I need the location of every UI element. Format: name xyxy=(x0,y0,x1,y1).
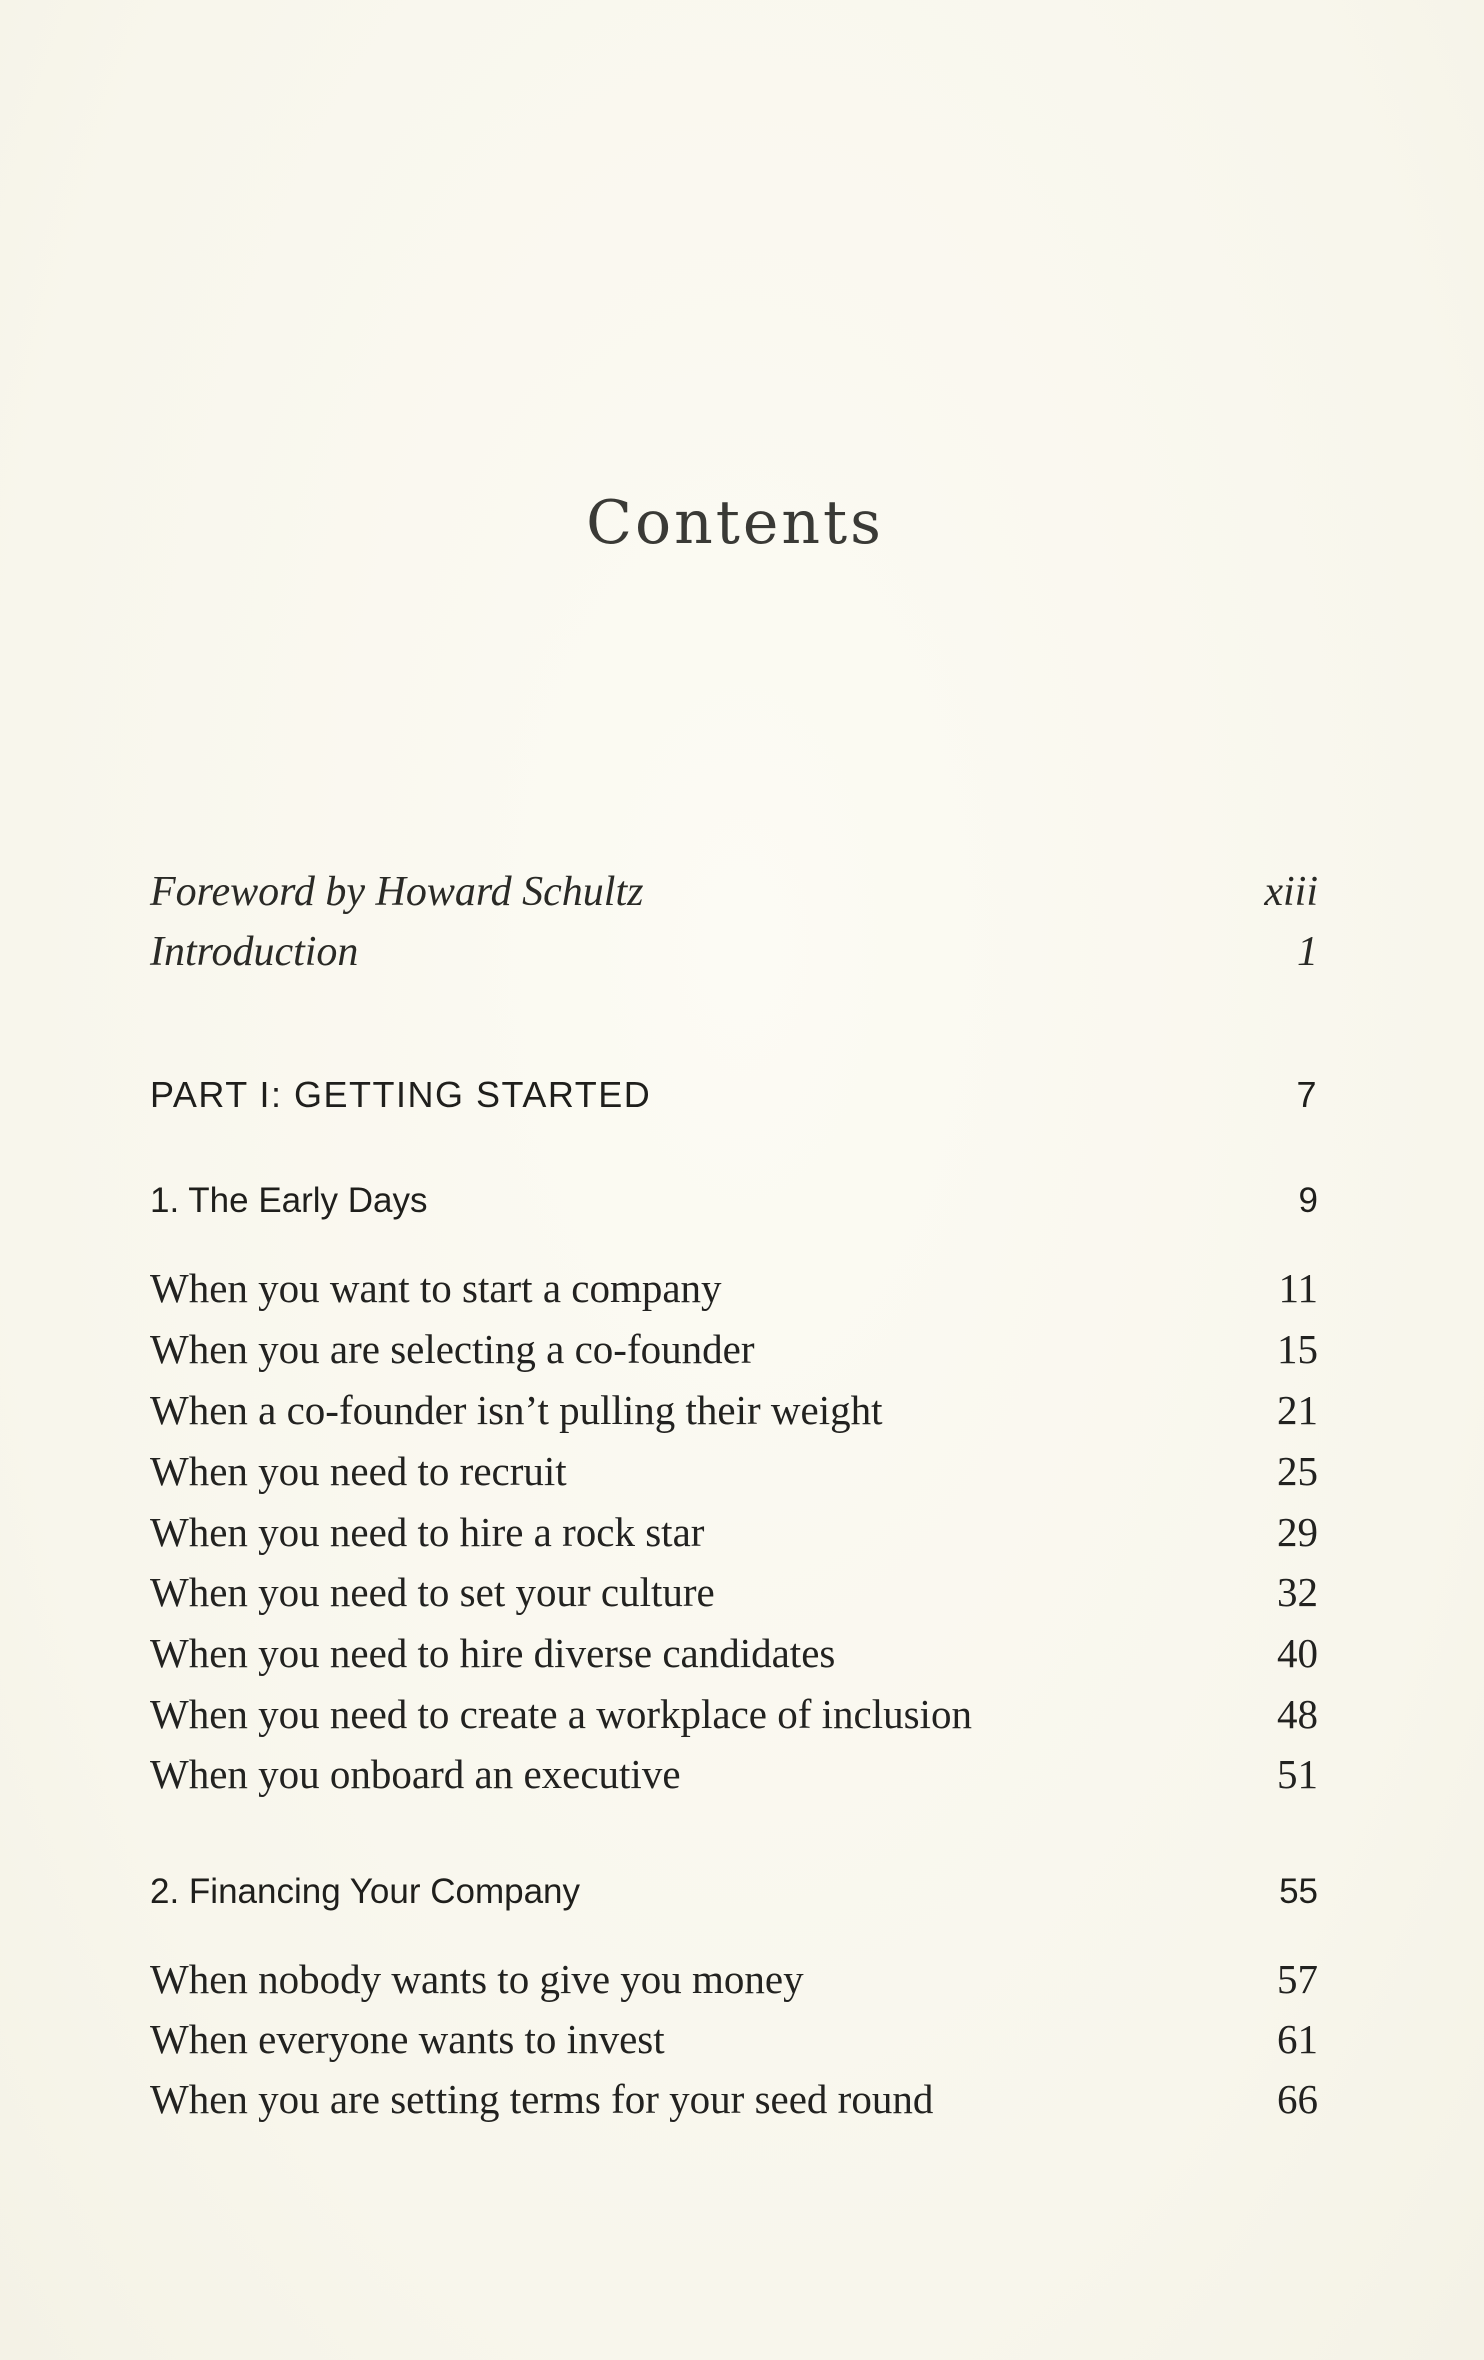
toc-entry-label: When you are selecting a co-founder xyxy=(150,1326,755,1372)
toc-entry-label: When everyone wants to invest xyxy=(150,2016,665,2062)
toc-page-number: 15 xyxy=(1277,1326,1318,1372)
toc-entry xyxy=(150,1750,1318,1798)
toc-entry xyxy=(150,1629,1318,1677)
toc-page-number: 51 xyxy=(1277,1751,1318,1797)
toc-chapter-label: 1. The Early Days xyxy=(150,1181,428,1220)
toc-chapter-heading xyxy=(150,1181,1318,1221)
toc-entry xyxy=(150,1568,1318,1616)
toc-entry-label: Introduction xyxy=(150,929,359,975)
toc-entry-label: When you need to recruit xyxy=(150,1448,567,1494)
toc-entry-label: When you want to start a company xyxy=(150,1265,722,1311)
toc-page-number: 21 xyxy=(1277,1387,1318,1433)
toc-front-matter-introduction xyxy=(150,928,1318,976)
toc-entry xyxy=(150,1264,1318,1312)
page-title: Contents xyxy=(586,488,884,558)
toc-entry-label: When a co-founder isn’t pulling their weight xyxy=(150,1387,883,1433)
toc-entry xyxy=(150,1690,1318,1738)
toc-page-number: 66 xyxy=(1277,2076,1318,2122)
toc-entry-label: When you need to hire diverse candidates xyxy=(150,1630,836,1676)
toc-entry xyxy=(150,2015,1318,2063)
toc-entry xyxy=(150,1386,1318,1434)
toc-entry-label: When you are setting terms for your seed round xyxy=(150,2076,934,2122)
toc-entry xyxy=(150,1955,1318,2003)
toc-page-number: 48 xyxy=(1277,1691,1318,1737)
toc-page-number: 25 xyxy=(1277,1448,1318,1494)
toc-entry-label: When you onboard an executive xyxy=(150,1751,681,1797)
toc-page-number: 40 xyxy=(1277,1630,1318,1676)
toc-entry-label: When you need to hire a rock star xyxy=(150,1509,705,1555)
toc-entry xyxy=(150,1447,1318,1495)
toc-part-label: PART I: GETTING STARTED xyxy=(150,1074,652,1115)
toc-entry-label: When nobody wants to give you money xyxy=(150,1956,804,2002)
toc-page-number: 7 xyxy=(1296,1074,1318,1115)
toc-entry xyxy=(150,1325,1318,1373)
toc-entry-label: When you need to set your culture xyxy=(150,1569,715,1615)
toc-page-number: xiii xyxy=(1264,869,1318,915)
toc-page-number: 9 xyxy=(1298,1181,1318,1220)
toc-page-number: 1 xyxy=(1297,929,1318,975)
toc-chapter-heading xyxy=(150,1872,1318,1912)
toc-part-heading xyxy=(150,1074,1318,1116)
toc-front-matter-foreword xyxy=(150,868,1318,916)
toc-entry xyxy=(150,1508,1318,1556)
toc-chapter-label: 2. Financing Your Company xyxy=(150,1872,580,1911)
toc-page-number: 29 xyxy=(1277,1509,1318,1555)
toc-page-number: 61 xyxy=(1277,2016,1318,2062)
toc-page-number: 55 xyxy=(1279,1872,1318,1911)
toc-page-number: 11 xyxy=(1278,1265,1318,1311)
toc-entry-label: Foreword by Howard Schultz xyxy=(150,869,644,915)
toc-page-number: 57 xyxy=(1277,1956,1318,2002)
toc-entry xyxy=(150,2075,1318,2123)
toc-entry-label: When you need to create a workplace of inclusion xyxy=(150,1691,972,1737)
toc-page-number: 32 xyxy=(1277,1569,1318,1615)
